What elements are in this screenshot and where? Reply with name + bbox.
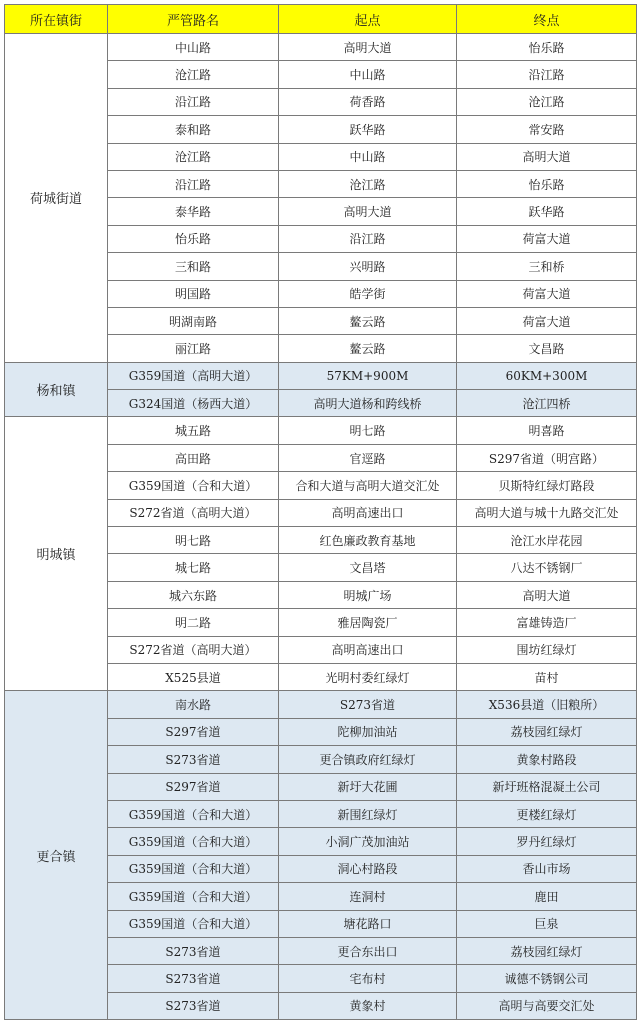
road-control-table	[4, 4, 637, 1020]
road-cell: S297省道	[108, 718, 279, 745]
start-cell: 荷香路	[279, 88, 457, 115]
road-cell: S273省道	[108, 937, 279, 964]
start-cell: 新圩大花圃	[279, 773, 457, 800]
end-cell: 黄象村路段	[457, 746, 637, 773]
start-cell: 明城广场	[279, 581, 457, 608]
start-cell: S273省道	[279, 691, 457, 718]
road-cell: 泰华路	[108, 198, 279, 225]
end-cell: 鹿田	[457, 883, 637, 910]
end-cell: 荷富大道	[457, 307, 637, 334]
table-row	[5, 417, 637, 444]
road-cell: S273省道	[108, 965, 279, 992]
start-cell: 鳌云路	[279, 335, 457, 362]
start-cell: 更合镇政府红绿灯	[279, 746, 457, 773]
header-start: 起点	[279, 5, 457, 34]
start-cell: 高明大道	[279, 34, 457, 61]
road-cell: 中山路	[108, 34, 279, 61]
start-cell: 黄象村	[279, 992, 457, 1019]
start-cell: 跃华路	[279, 116, 457, 143]
road-cell: 明湖南路	[108, 307, 279, 334]
end-cell: 更楼红绿灯	[457, 800, 637, 827]
end-cell: 高明大道与城十九路交汇处	[457, 499, 637, 526]
road-cell: 明七路	[108, 527, 279, 554]
end-cell: 怡乐路	[457, 170, 637, 197]
road-cell: S297省道	[108, 773, 279, 800]
end-cell: X536县道（旧粮所）	[457, 691, 637, 718]
end-cell: 明喜路	[457, 417, 637, 444]
road-cell: 沿江路	[108, 88, 279, 115]
start-cell: 57KM+900M	[279, 362, 457, 389]
start-cell: 兴明路	[279, 253, 457, 280]
road-cell: G359国道（合和大道）	[108, 828, 279, 855]
start-cell: 皓学街	[279, 280, 457, 307]
end-cell: 跃华路	[457, 198, 637, 225]
road-cell: 南水路	[108, 691, 279, 718]
end-cell: 诚德不锈钢公司	[457, 965, 637, 992]
header-town: 所在镇街	[5, 5, 108, 34]
road-cell: 怡乐路	[108, 225, 279, 252]
end-cell: 贝斯特红绿灯路段	[457, 472, 637, 499]
end-cell: 常安路	[457, 116, 637, 143]
road-cell: G359国道（合和大道）	[108, 855, 279, 882]
start-cell: 中山路	[279, 61, 457, 88]
road-cell: G359国道（高明大道）	[108, 362, 279, 389]
road-cell: G359国道（合和大道）	[108, 883, 279, 910]
road-cell: 明二路	[108, 609, 279, 636]
end-cell: 三和桥	[457, 253, 637, 280]
start-cell: 连洞村	[279, 883, 457, 910]
start-cell: 官逕路	[279, 444, 457, 471]
end-cell: 香山市场	[457, 855, 637, 882]
end-cell: 沧江四桥	[457, 390, 637, 417]
road-cell: 城六东路	[108, 581, 279, 608]
end-cell: 文昌路	[457, 335, 637, 362]
table-row	[5, 34, 637, 61]
start-cell: 宅布村	[279, 965, 457, 992]
end-cell: 富雄铸造厂	[457, 609, 637, 636]
road-cell: S272省道（高明大道）	[108, 499, 279, 526]
end-cell: 荔枝园红绿灯	[457, 937, 637, 964]
end-cell: 沧江路	[457, 88, 637, 115]
town-cell: 更合镇	[5, 691, 108, 1020]
header-end: 终点	[457, 5, 637, 34]
end-cell: 沧江水岸花园	[457, 527, 637, 554]
table-body	[5, 34, 637, 1020]
town-cell: 荷城街道	[5, 34, 108, 363]
road-cell: 三和路	[108, 253, 279, 280]
start-cell: 红色廉政教育基地	[279, 527, 457, 554]
start-cell: 高明高速出口	[279, 636, 457, 663]
header-road: 严管路名	[108, 5, 279, 34]
start-cell: 更合东出口	[279, 937, 457, 964]
road-cell: 沧江路	[108, 61, 279, 88]
road-cell: S272省道（高明大道）	[108, 636, 279, 663]
end-cell: 高明与高要交汇处	[457, 992, 637, 1019]
end-cell: 罗丹红绿灯	[457, 828, 637, 855]
end-cell: 荷富大道	[457, 225, 637, 252]
road-cell: 城七路	[108, 554, 279, 581]
town-cell: 杨和镇	[5, 362, 108, 417]
road-cell: 明国路	[108, 280, 279, 307]
start-cell: 高明大道杨和跨线桥	[279, 390, 457, 417]
start-cell: 高明大道	[279, 198, 457, 225]
end-cell: 高明大道	[457, 581, 637, 608]
start-cell: 雅居陶瓷厂	[279, 609, 457, 636]
road-cell: 沿江路	[108, 170, 279, 197]
road-cell: 高田路	[108, 444, 279, 471]
road-cell: G359国道（合和大道）	[108, 910, 279, 937]
road-cell: S273省道	[108, 746, 279, 773]
start-cell: 鳌云路	[279, 307, 457, 334]
table-row	[5, 691, 637, 718]
road-cell: 丽江路	[108, 335, 279, 362]
start-cell: 沧江路	[279, 170, 457, 197]
end-cell: 巨泉	[457, 910, 637, 937]
road-cell: X525县道	[108, 663, 279, 690]
road-cell: G359国道（合和大道）	[108, 472, 279, 499]
road-cell: S273省道	[108, 992, 279, 1019]
end-cell: 围坊红绿灯	[457, 636, 637, 663]
start-cell: 沿江路	[279, 225, 457, 252]
start-cell: 新围红绿灯	[279, 800, 457, 827]
end-cell: 荔枝园红绿灯	[457, 718, 637, 745]
end-cell: 沿江路	[457, 61, 637, 88]
end-cell: 八达不锈钢厂	[457, 554, 637, 581]
start-cell: 中山路	[279, 143, 457, 170]
start-cell: 陀柳加油站	[279, 718, 457, 745]
start-cell: 小洞广茂加油站	[279, 828, 457, 855]
start-cell: 明七路	[279, 417, 457, 444]
end-cell: 怡乐路	[457, 34, 637, 61]
road-cell: 泰和路	[108, 116, 279, 143]
end-cell: 新圩班格混凝土公司	[457, 773, 637, 800]
road-cell: G359国道（合和大道）	[108, 800, 279, 827]
end-cell: 荷富大道	[457, 280, 637, 307]
end-cell: 苗村	[457, 663, 637, 690]
header-row	[5, 5, 637, 34]
road-cell: 沧江路	[108, 143, 279, 170]
start-cell: 文昌塔	[279, 554, 457, 581]
start-cell: 洞心村路段	[279, 855, 457, 882]
town-cell: 明城镇	[5, 417, 108, 691]
road-cell: G324国道（杨西大道）	[108, 390, 279, 417]
start-cell: 光明村委红绿灯	[279, 663, 457, 690]
end-cell: 60KM+300M	[457, 362, 637, 389]
start-cell: 高明高速出口	[279, 499, 457, 526]
table-row	[5, 362, 637, 389]
road-cell: 城五路	[108, 417, 279, 444]
start-cell: 合和大道与高明大道交汇处	[279, 472, 457, 499]
end-cell: 高明大道	[457, 143, 637, 170]
end-cell: S297省道（明宫路）	[457, 444, 637, 471]
start-cell: 塘花路口	[279, 910, 457, 937]
